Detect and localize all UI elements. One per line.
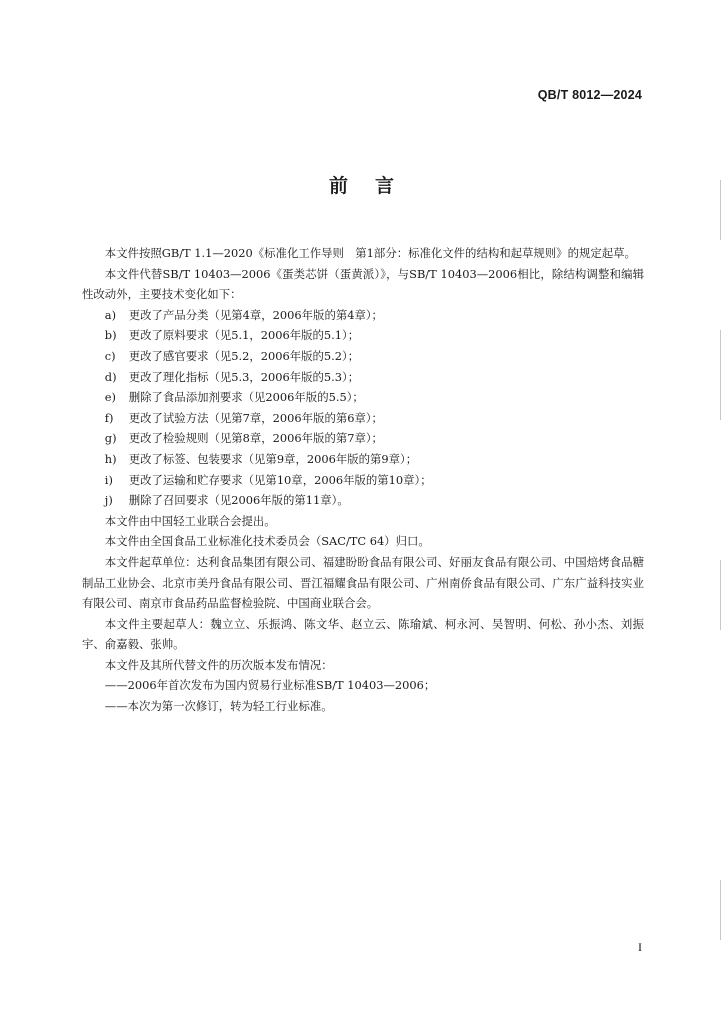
history-list <box>82 675 644 716</box>
list-item <box>82 346 644 367</box>
list-text: 更改了感官要求（见5.2，2006年版的5.2）； <box>128 348 360 363</box>
replaces-paragraph: 本文件代替SB/T 10403—2006《蛋类芯饼（蛋黄派）》，与SB/T 10403—2006相比，除结构调整和编辑性改动外，主要技术变化如下： <box>82 266 644 302</box>
list-marker: j) <box>104 493 113 508</box>
list-text: 更改了检验规则（见第8章，2006年版的第7章）； <box>128 431 383 446</box>
drafters-paragraph: 本文件主要起草人：魏立立、乐振鸿、陈文华、赵立云、陈瑜斌、柯永河、吴智明、何松、孙小杰、刘振宇、俞嘉毅、张帅。 <box>82 616 644 652</box>
list-item <box>82 367 644 388</box>
list-text: 更改了理化指标（见5.3，2006年版的5.3）； <box>128 369 360 384</box>
drafting-rule-paragraph: 本文件按照GB/T 1.1—2020《标准化工作导则 第1部分：标准化文件的结构和起草规则》的规定起草。 <box>104 246 636 260</box>
list-marker: d) <box>104 369 117 384</box>
list-item <box>82 490 644 511</box>
list-item <box>82 305 644 326</box>
list-marker: a) <box>104 307 117 322</box>
list-item <box>82 449 644 470</box>
list-text: 删除了召回要求（见2006年版的第11章）。 <box>128 493 349 508</box>
list-text: 更改了运输和贮存要求（见第10章，2006年版的第10章）； <box>128 472 432 487</box>
list-marker: h) <box>104 451 117 466</box>
title-char-1: 前 <box>328 175 349 197</box>
foreword-body <box>82 243 644 717</box>
scan-edge-mark <box>720 180 721 240</box>
list-item <box>82 325 644 346</box>
scan-edge-mark <box>720 880 721 940</box>
proposer-paragraph: 本文件由中国轻工业联合会提出。 <box>104 513 276 528</box>
list-item <box>82 408 644 429</box>
scan-edge-mark <box>720 330 721 420</box>
history-item: ——2006年首次发布为国内贸易行业标准SB/T 10403—2006； <box>104 678 436 693</box>
history-intro-paragraph: 本文件及其所代替文件的历次版本发布情况： <box>104 657 333 672</box>
list-text: 更改了标签、包装要求（见第9章，2006年版的第9章）； <box>128 451 418 466</box>
scan-edge-mark <box>720 560 721 630</box>
list-text: 删除了食品添加剂要求（见2006年版的5.5）； <box>128 390 364 405</box>
list-text: 更改了原料要求（见5.1，2006年版的5.1）； <box>128 328 360 343</box>
list-marker: c) <box>104 348 116 363</box>
page-number: I <box>638 940 642 954</box>
history-item: ——本次为第一次修订，转为轻工行业标准。 <box>104 699 333 714</box>
list-item <box>82 428 644 449</box>
drafting-units-paragraph: 本文件起草单位：达利食品集团有限公司、福建盼盼食品有限公司、好丽友食品有限公司、中国焙烤食品糖制品工业协会、北京市美丹食品有限公司、晋江福耀食品有限公司、广州南侨食品有限公司、广东广益科技实业有限公司、南京市食品药品监督检验院、中国商业联合会。 <box>82 554 644 611</box>
list-text: 更改了产品分类（见第4章，2006年版的第4章）； <box>128 307 383 322</box>
list-marker: i) <box>104 472 113 487</box>
list-marker: e) <box>104 390 116 405</box>
title-char-2: 言 <box>375 175 396 197</box>
list-item <box>82 387 644 408</box>
committee-paragraph: 本文件由全国食品工业标准化技术委员会（SAC/TC 64）归口。 <box>104 534 430 549</box>
standard-code: QB/T 8012—2024 <box>537 88 642 102</box>
changes-list <box>82 305 644 511</box>
page-title <box>0 171 724 198</box>
list-marker: f) <box>104 410 114 425</box>
list-item <box>82 470 644 491</box>
list-text: 更改了试验方法（见第7章，2006年版的第6章）； <box>128 410 383 425</box>
list-marker: b) <box>104 328 117 343</box>
list-marker: g) <box>104 431 117 446</box>
